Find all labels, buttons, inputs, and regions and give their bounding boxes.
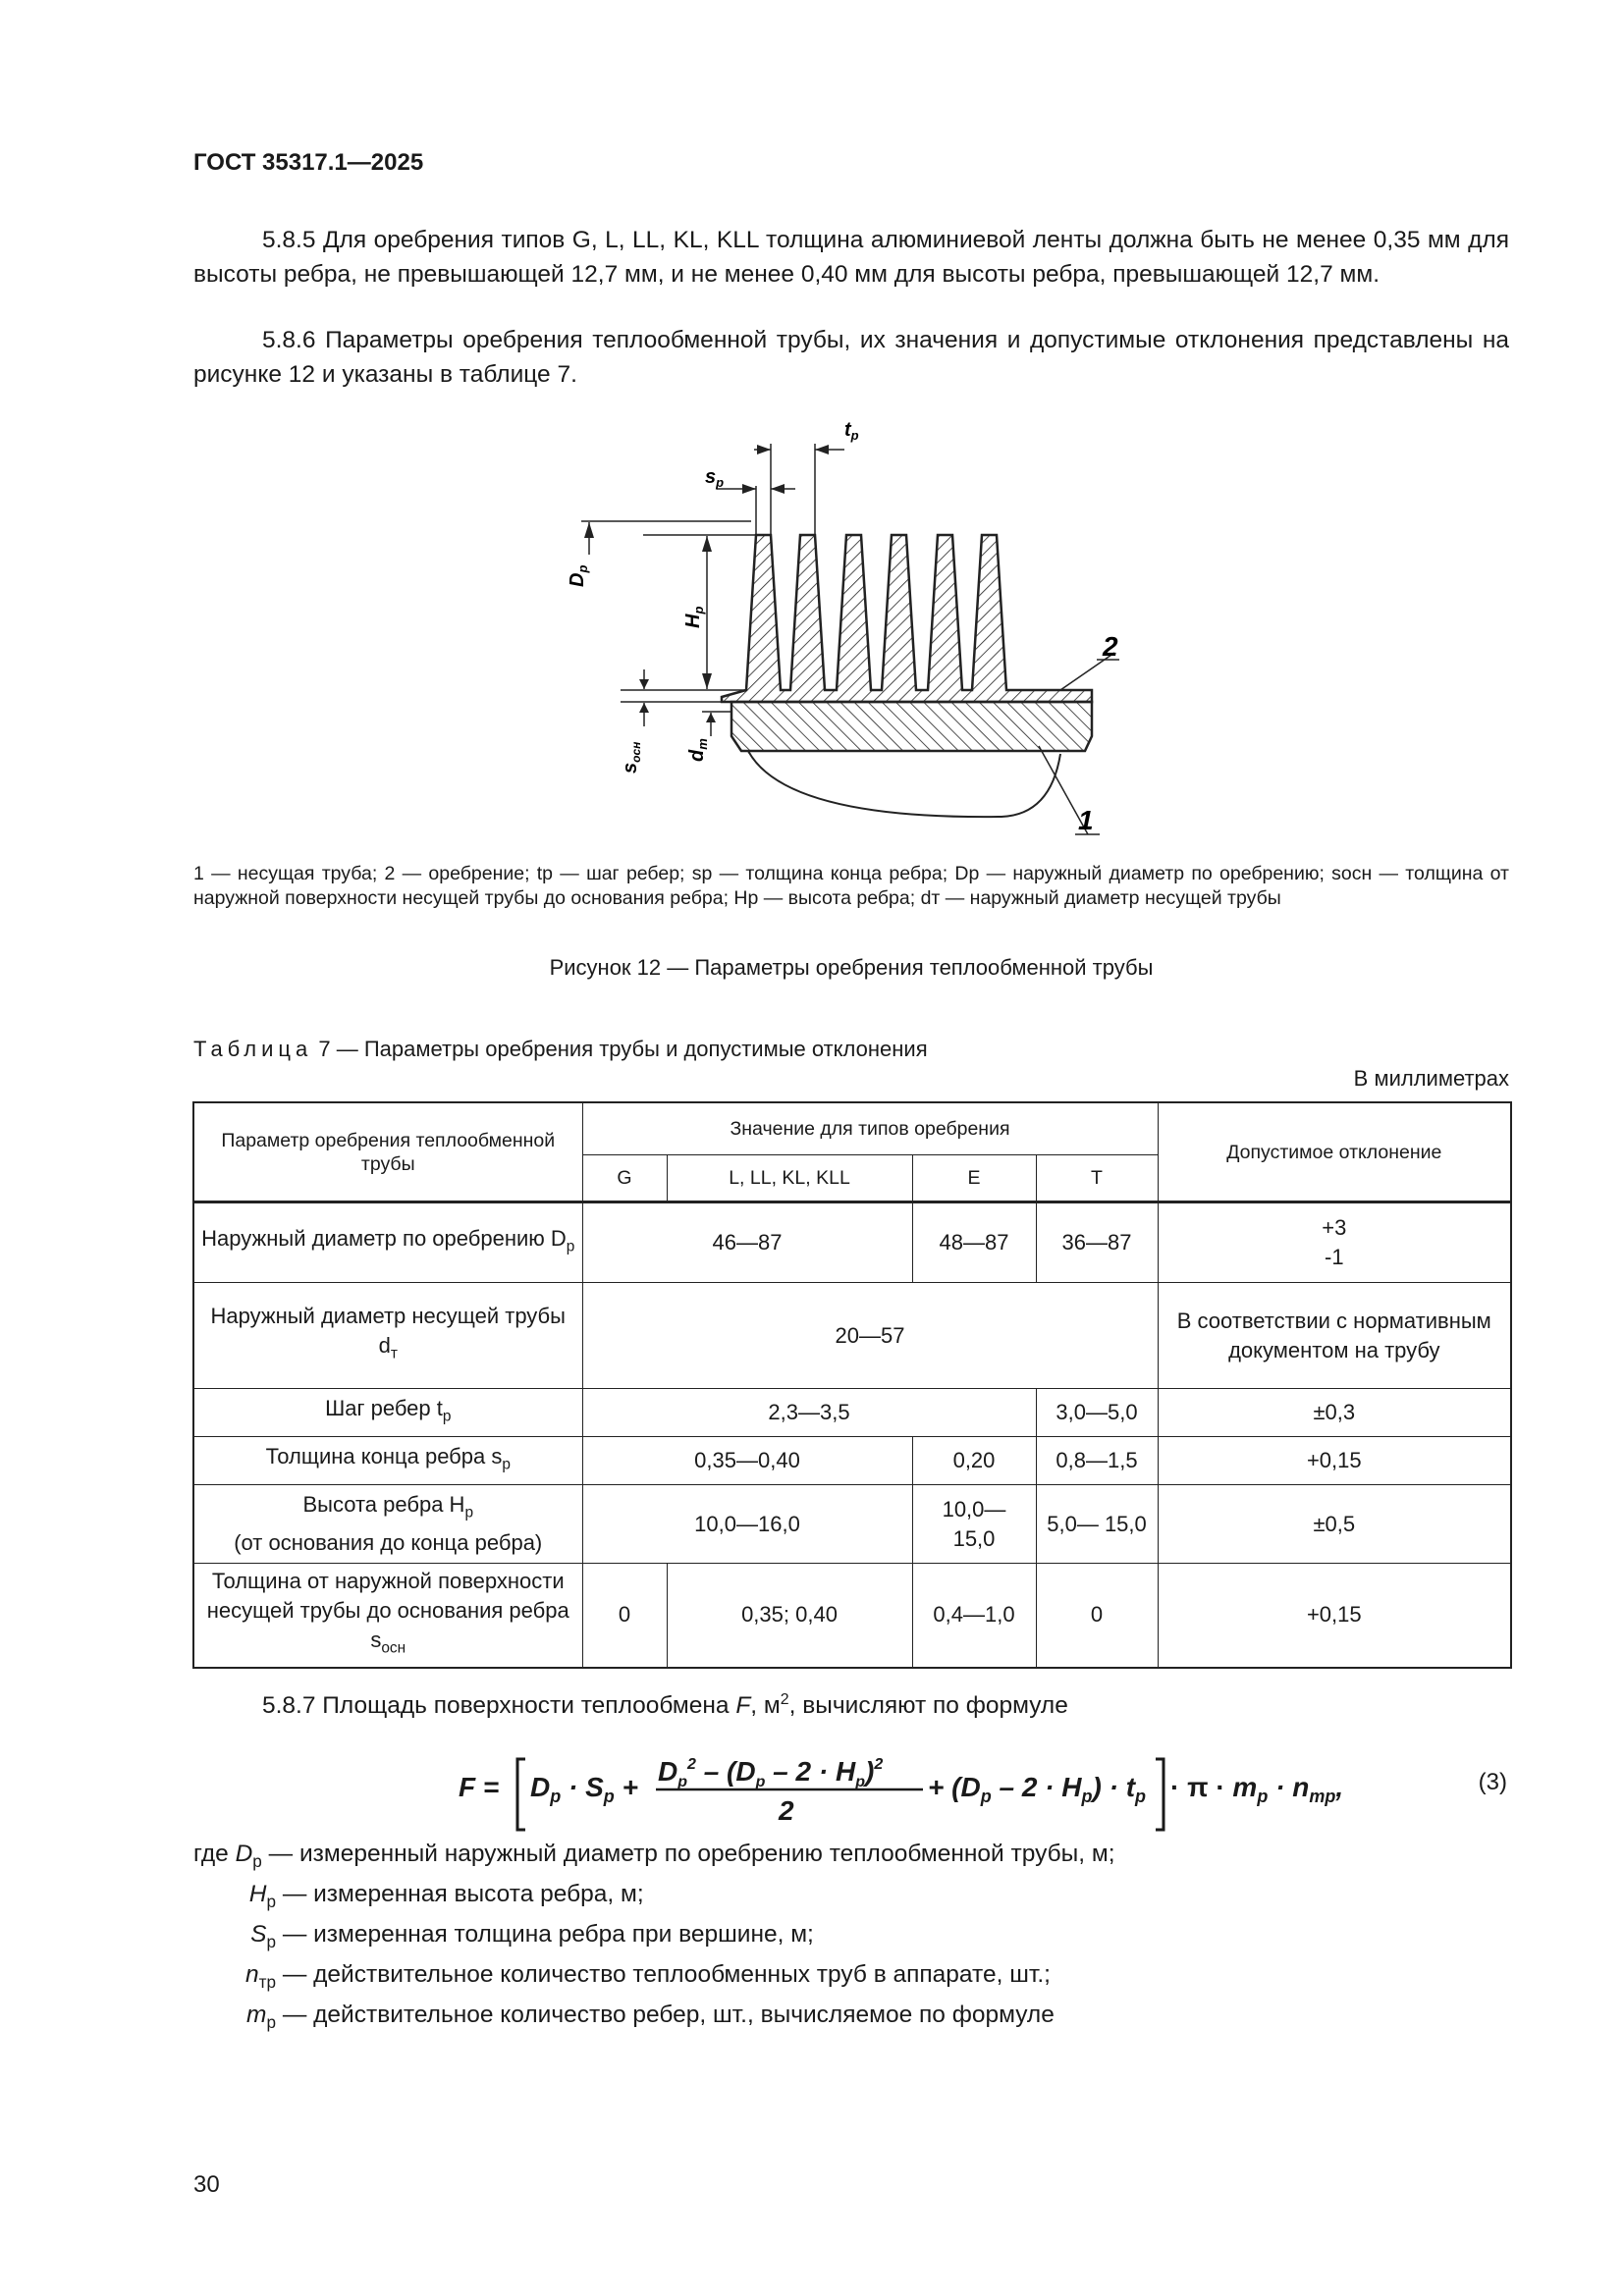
label-hp: $H_р$ <box>682 606 706 628</box>
head-values: Значение для типов оребрения <box>582 1102 1158 1155</box>
definition-row: $m_р$ — действительное количество ребер, шт., вычисляемое по формуле <box>246 2001 1055 2032</box>
table-row: Наружный диаметр по оребрению $D_р$ 46—87 48—87 36—87 +3 -1 <box>193 1202 1511 1283</box>
label-tp: $t_р$ <box>844 419 859 443</box>
symbol-definitions <box>193 1838 1115 2038</box>
figure-legend: 1 — несущая труба; 2 — оребрение; tр — шаг ребер; sр — толщина конца ребра; Dр — наружный диаметр по оребрению; sосн — толщина от наружной поверхности несущей трубы до основания ребра; Hр — высота ребра; dт — наружный диаметр несущей трубы <box>193 863 1509 909</box>
label-socn: $s_{осн}$ <box>620 741 643 774</box>
head-col-e: E <box>912 1155 1036 1202</box>
table-row: Наружный диаметр несущей трубы $d_т$ 20—57 В соответствии с нормативным документом на трубу <box>193 1283 1511 1389</box>
row-param: Наружный диаметр несущей трубы $d_т$ <box>193 1283 582 1389</box>
definition-row: $n_{тр}$ — действительное количество теплообменных труб в аппарате, шт.; <box>244 1960 1051 1992</box>
tube-outline <box>748 751 1060 817</box>
row-param: Наружный диаметр по оребрению $D_р$ <box>193 1202 582 1283</box>
tube-wall <box>731 702 1092 751</box>
head-col-g: G <box>582 1155 667 1202</box>
head-col-t: T <box>1036 1155 1158 1202</box>
definition-row: $H_р$ — измеренная высота ребра, м; <box>248 1880 644 1911</box>
equation-number: (3) <box>1478 1769 1507 1795</box>
row-param: Толщина конца ребра $s_р$ <box>193 1437 582 1485</box>
fin-profile <box>722 535 1092 702</box>
callout-2: 2 <box>1103 631 1118 662</box>
table-row: Толщина конца ребра $s_р$ 0,35—0,40 0,20 0,8—1,5 +0,15 <box>193 1437 1511 1485</box>
table-row: Шаг ребер $t_р$ 2,3—3,5 3,0—5,0 ±0,3 <box>193 1389 1511 1437</box>
svg-text:Dр · Sр +: $D_р \cdot S_р$ + <box>530 1772 638 1806</box>
callout-1: 1 <box>1078 805 1094 835</box>
paragraph-5-8-7: 5.8.7 Площадь поверхности теплообмена F, $м^2$, вычисляют по формуле <box>262 1691 1068 1720</box>
head-col-l: L, LL, KL, KLL <box>667 1155 912 1202</box>
document-header: ГОСТ 35317.1—2025 <box>193 149 424 176</box>
parameters-table <box>192 1101 1512 1669</box>
svg-text:2: 2 <box>779 1795 794 1826</box>
label-sp: $s_р$ <box>705 466 725 490</box>
formula-graphic <box>457 1739 1344 1834</box>
page-number: 30 <box>193 2171 220 2198</box>
row-param: Высота ребра $H_р$ (от основания до конца ребра) <box>193 1485 582 1564</box>
svg-text:· π · mр · nтр,: · $\pi \cdot m_р \cdot n_{тр}$, <box>1170 1772 1344 1806</box>
table-title: Таблица 7 — Параметры оребрения трубы и допустимые отклонения <box>193 1037 928 1061</box>
svg-text:F =: F = <box>459 1772 500 1802</box>
figure-12 <box>550 412 1119 849</box>
head-tolerance: Допустимое отклонение <box>1158 1102 1511 1202</box>
figure-caption: Рисунок 12 — Параметры оребрения теплообменной трубы <box>549 955 1154 980</box>
formula-3 <box>193 1739 1509 1834</box>
table-row: Высота ребра $H_р$ (от основания до конца ребра) 10,0—16,0 10,0— 15,0 5,0— 15,0 ±0,5 <box>193 1485 1511 1564</box>
row-param: Толщина от наружной поверхности несущей трубы до основания ребра $s_{осн}$ <box>193 1564 582 1668</box>
table-row: Толщина от наружной поверхности несущей трубы до основания ребра $s_{осн}$ 0 0,35; 0,40 0,4—1,0 0 +0,15 <box>193 1564 1511 1668</box>
label-dt: $d_т$ <box>686 738 710 762</box>
label-dp: $D_р$ <box>567 564 590 587</box>
paragraph-5-8-5: 5.8.5 Для оребрения типов G, L, LL, KL, KLL толщина алюминиевой ленты должна быть не менее 0,35 мм для высоты ребра, не превышающей 12,7 мм, и не менее 0,40 мм для высоты ребра, превышающей 12,7 мм. <box>193 227 1509 288</box>
definition-row: $S_р$ — измеренная толщина ребра при вершине, м; <box>250 1920 814 1951</box>
fin-diagram <box>550 412 1119 844</box>
table-units: В миллиметрах <box>1353 1066 1509 1091</box>
row-param: Шаг ребер $t_р$ <box>193 1389 582 1437</box>
paragraph-5-8-6: 5.8.6 Параметры оребрения теплообменной трубы, их значения и допустимые отклонения представлены на рисунке 12 и указаны в таблице 7. <box>193 327 1509 388</box>
svg-text:+ (Dр – 2 · Hр) · tр: + $(D_р - 2 \cdot H_р) \cdot t_р$ <box>928 1772 1147 1806</box>
head-param: Параметр оребрения теплообменной трубы <box>193 1102 582 1202</box>
definition-row: где $D_р$ — измеренный наружный диаметр по оребрению теплообменной трубы, м; <box>193 1841 1115 1871</box>
svg-text:Dр2 – (Dр – 2 · Hр)2: $D_р^2 - (D_р - 2 \cdot H_р)^2$ <box>658 1756 884 1790</box>
